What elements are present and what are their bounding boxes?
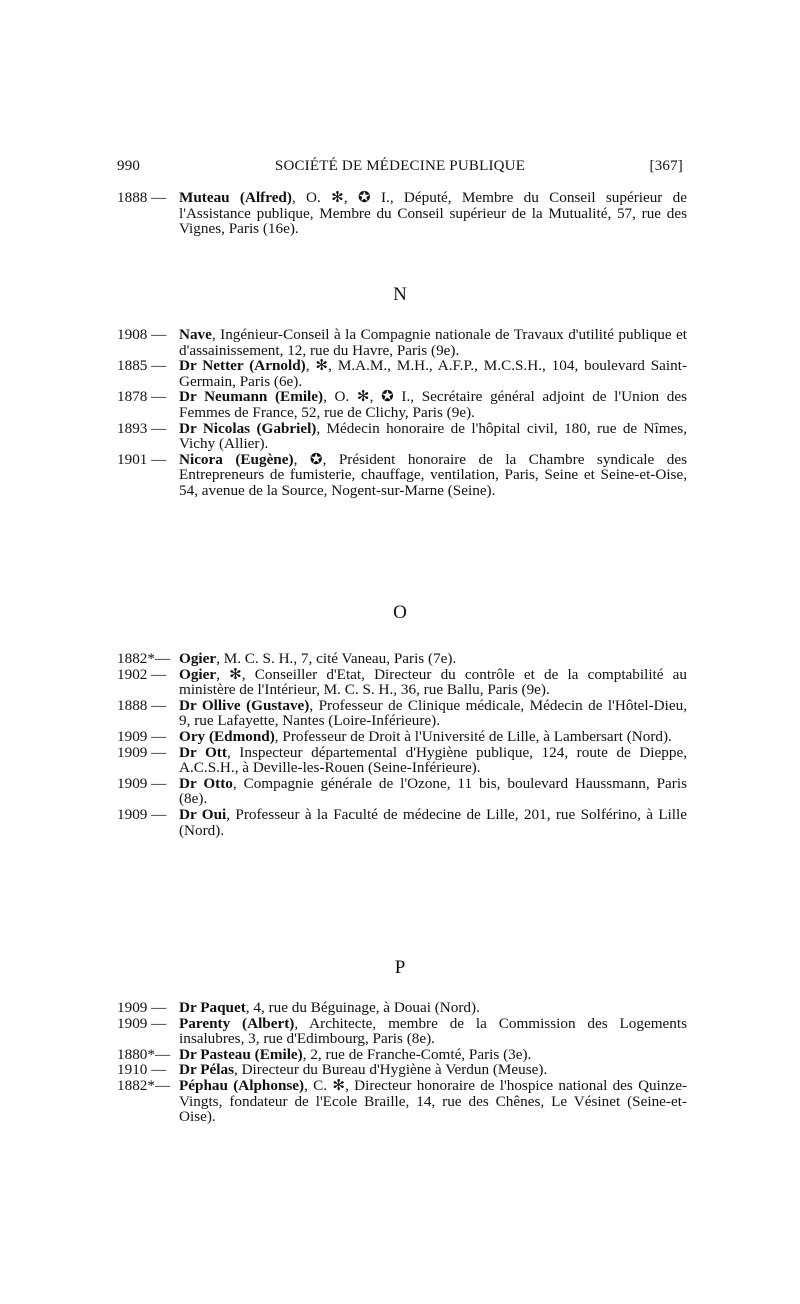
entry-year: 1909 — xyxy=(117,805,167,823)
entry-year: 1901 — xyxy=(117,450,167,468)
entry-name: Dr Paquet xyxy=(179,999,246,1016)
entry-name: Ogier xyxy=(179,665,217,683)
list-item xyxy=(117,745,687,776)
entry-text: , ✻, M.A.M., M.H., A.F.P., M.C.S.H., 104, boulevard Saint-Germain, Paris (6e). xyxy=(179,357,687,390)
list-item xyxy=(117,1016,687,1047)
section-p-entries xyxy=(117,1000,687,1125)
entry-text: , Professeur de Clinique médicale, Médecin de l'Hôtel-Dieu, 9, rue Lafayette, Nantes (Loire-Inférieure). xyxy=(179,696,688,730)
list-item xyxy=(117,698,687,729)
entry-text: , O. ✻, ✪ I., Député, Membre du Conseil supérieur de l'Assistance publique, Membre du Conseil supérieur de la Mutualité, 57, rue des Vignes, Paris (16e). xyxy=(179,189,687,238)
list-item xyxy=(117,327,687,358)
entry-name: Dr Ollive (Gustave) xyxy=(179,696,310,714)
list-item xyxy=(117,1000,687,1016)
entry-text: , ✪, Président honoraire de la Chambre syndicale des Entrepreneurs de fumisterie, chauffage, ventilation, Paris, Seine et Seine-et-Oise, 54, avenue de la Source, Nogent-sur-Marne (Seine). xyxy=(179,450,687,499)
entry-text: , Médecin honoraire de l'hôpital civil, 180, rue de Nîmes, Vichy (Allier). xyxy=(179,419,688,453)
list-item xyxy=(117,776,687,807)
entry-year: 1888 — xyxy=(117,189,167,206)
entry-text: , Inspecteur départemental d'Hygiène publique, 124, route de Dieppe, A.C.S.H., à Deville-les-Rouen (Seine-Inférieure). xyxy=(179,743,687,777)
entry-year: 1878 — xyxy=(117,388,167,406)
entry-text: , Ingénieur-Conseil à la Compagnie nationale de Travaux d'utilité publique et d'assainissement, 12, rue du Havre, Paris (9e). xyxy=(179,326,687,359)
entry-text: , 4, rue du Béguinage, à Douai (Nord). xyxy=(245,999,480,1016)
section-m-entries xyxy=(117,190,687,237)
entry-year: 1909 — xyxy=(117,1014,167,1032)
entry-name: Dr Netter (Arnold) xyxy=(179,357,306,375)
list-item xyxy=(117,807,687,838)
section-letter-p: P xyxy=(394,957,406,978)
entry-name: Dr Ott xyxy=(179,743,227,761)
entry-year: 1909 — xyxy=(117,774,167,792)
entry-year: 1888 — xyxy=(117,696,167,714)
entry-text: , O. ✻, ✪ I., Secrétaire général adjoint de l'Union des Femmes de France, 52, rue de Clichy, Paris (9e). xyxy=(179,388,687,421)
section-letter-o: O xyxy=(393,602,407,623)
entry-year: 1882*— xyxy=(117,650,171,667)
entry-name: Ogier xyxy=(179,650,217,667)
entry-year: 1880*— xyxy=(117,1045,171,1063)
section-reference: [367] xyxy=(649,158,683,174)
entry-text: , 2, rue de Franche-Comté, Paris (3e). xyxy=(302,1045,532,1063)
entry-name: Dr Nicolas (Gabriel) xyxy=(179,419,317,437)
page-title: SOCIÉTÉ DE MÉDECINE PUBLIQUE xyxy=(274,158,526,174)
list-item xyxy=(117,729,687,745)
entry-year: 1885 — xyxy=(117,357,167,375)
entry-name: Nicora (Eugène) xyxy=(179,450,294,468)
entry-year: 1910 — xyxy=(117,1061,167,1079)
entry-name: Dr Pélas xyxy=(179,1061,234,1079)
entry-year: 1908 — xyxy=(117,326,167,343)
list-item xyxy=(117,1047,687,1063)
list-item xyxy=(117,190,687,237)
entry-text: , M. C. S. H., 7, cité Vaneau, Paris (7e). xyxy=(216,650,457,667)
entry-year: 1909 — xyxy=(117,999,167,1016)
list-item xyxy=(117,667,687,698)
page-number: 990 xyxy=(117,158,141,174)
list-item xyxy=(117,1078,687,1125)
entry-year: 1909 — xyxy=(117,727,167,745)
entry-text: , C. ✻, Directeur honoraire de l'hospice national des Quinze-Vingts, fondateur de l'Ecole Braille, 14, rue des Chênes, Le Vésinet (Seine-et-Oise). xyxy=(179,1076,687,1126)
entry-text: , ✻, Conseiller d'Etat, Directeur du contrôle et de la comptabilité au ministère de l'Intérieur, M. C. S. H., 36, rue Ballu, Paris (9e). xyxy=(179,665,687,699)
entry-name: Nave xyxy=(179,326,212,343)
section-letter-n: N xyxy=(393,284,407,305)
list-item xyxy=(117,1062,687,1078)
entry-name: Dr Pasteau (Emile) xyxy=(179,1045,303,1063)
entry-text: , Professeur de Droit à l'Université de Lille, à Lambersart (Nord). xyxy=(274,727,672,745)
entry-name: Dr Neumann (Emile) xyxy=(179,388,324,406)
list-item xyxy=(117,421,687,452)
entry-text: , Directeur du Bureau d'Hygiène à Verdun (Meuse). xyxy=(233,1061,548,1079)
list-item xyxy=(117,389,687,420)
entry-name: Péphau (Alphonse) xyxy=(179,1076,305,1094)
list-item xyxy=(117,358,687,389)
entry-name: Dr Oui xyxy=(179,805,227,823)
entry-text: , Compagnie générale de l'Ozone, 11 bis, boulevard Haussmann, Paris (8e). xyxy=(179,774,687,808)
section-n-entries xyxy=(117,327,687,499)
section-o-entries xyxy=(117,651,687,838)
entry-year: 1882*— xyxy=(117,1076,171,1094)
list-item xyxy=(117,452,687,499)
entry-name: Muteau (Alfred) xyxy=(179,189,292,206)
entry-name: Dr Otto xyxy=(179,774,233,792)
entry-year: 1893 — xyxy=(117,419,167,437)
entry-year: 1909 — xyxy=(117,743,167,761)
entry-name: Parenty (Albert) xyxy=(179,1014,295,1032)
entry-text: , Architecte, membre de la Commission des Logements insalubres, 3, rue d'Edimbourg, Paris (8e). xyxy=(179,1014,688,1048)
entry-text: , Professeur à la Faculté de médecine de Lille, 201, rue Solférino, à Lille (Nord). xyxy=(179,805,687,839)
entry-year: 1902 — xyxy=(117,665,167,683)
entry-name: Ory (Edmond) xyxy=(179,727,275,745)
list-item xyxy=(117,651,687,667)
